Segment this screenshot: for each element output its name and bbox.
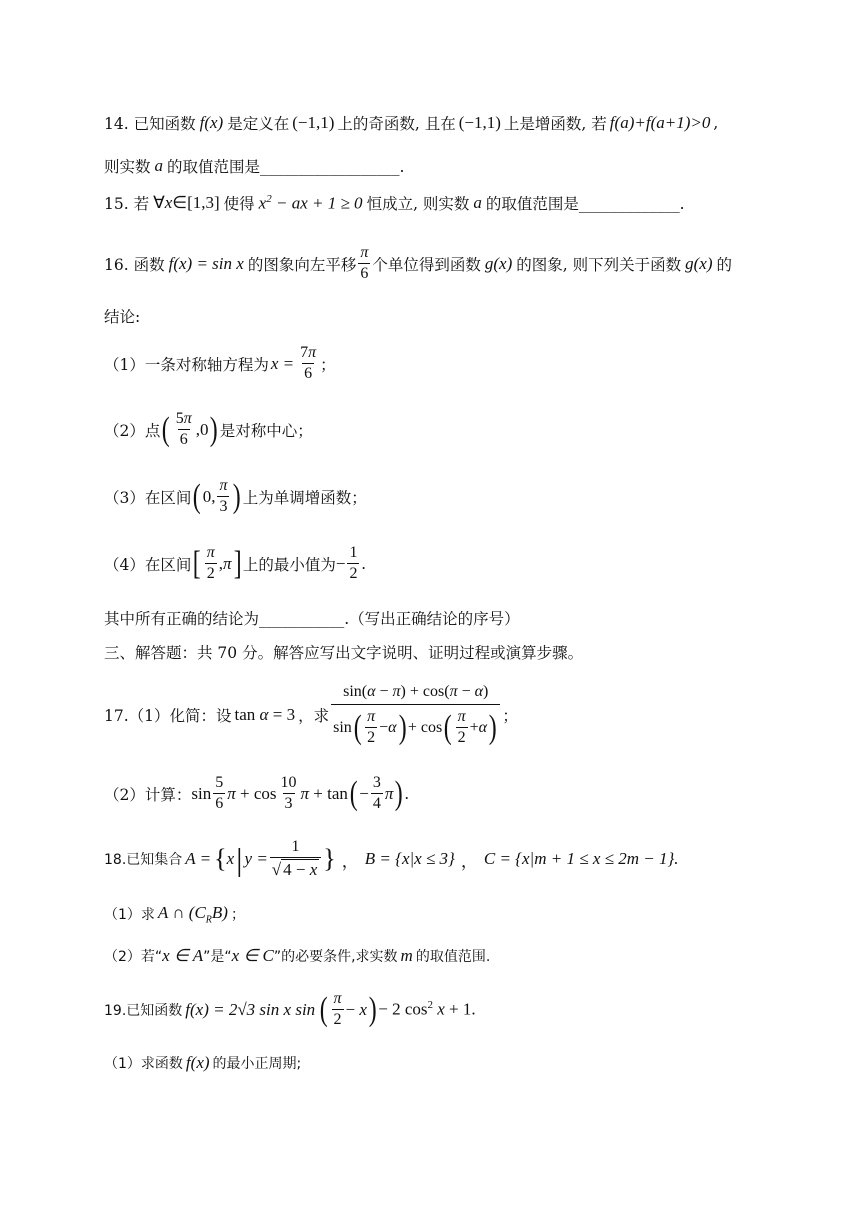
q19-line: 19.已知函数 f(x) = 2√3 sin x sin ( $\frac{\pi}{2}$ − x ) − 2 $\cos^2 x + 1$.	[104, 990, 476, 1028]
q16-c4: （4）在区间 [ $\frac{\pi}{2}$ ,π ] 上的最小值为 − $\frac{1}{2}$ .	[104, 544, 366, 582]
q18-part2: （2）若“ x ∈ A ”是“ x ∈ C ”的必要条件,求实数 m 的取值范围.	[104, 946, 491, 965]
q16-line2: 结论:	[104, 308, 141, 326]
q17-part1: 17.（1）化简：设 tan α = 3 ，求 sin(α − π) + cos(π − α) sin ( $\frac{\pi}{2}$ − α ) + cos ( $\frac{\pi}{2}$ + α ) ；	[104, 683, 518, 746]
q18-part1: （1）求 A ∩ $(C_RB)$ ；	[104, 903, 245, 926]
q18-line: 18.已知集合 A = { x | y = 1 √ 4 − x } ， B = {x|x ≤ 3} ， C = {x|m + 1 ≤ x ≤ 2m − 1}.	[104, 838, 679, 879]
q14-line2: 则实数 a 的取值范围是__________________.	[104, 156, 405, 176]
q15-line: 15. 若 ∀x∈[1,3] 使得 $x^2$ − ax + 1 ≥ 0 恒成立, 则实数 a 的取值范围是_____________.	[104, 192, 685, 213]
q16-c1: （1）一条对称轴方程为 x = $\frac{7\pi}{6}$ ；	[104, 344, 336, 382]
q16-c2: （2）点 ( $\frac{5\pi}{6}$ ,0 ) 是对称中心；	[104, 410, 313, 448]
q17-part2: （2）计算： sin $\frac{5}{6}$ π + cos $\frac{10}{3}$ π + tan ( − $\frac{3}{4}$ π ) .	[104, 774, 409, 812]
q16-c3: （3）在区间 ( 0, $\frac{\pi}{3}$ ) 上为单调增函数；	[104, 477, 367, 515]
q19-part1: （1）求函数 f(x) 的最小正周期;	[104, 1053, 302, 1072]
q14-line1: 14. 已知函数 f(x) 是定义在 (−1,1) 上的奇函数, 且在 (−1,1) 上是增函数, 若 f(a)+f(a+1)>0 ,	[104, 113, 719, 133]
section-3-heading: 三、解答题：共 70 分。解答应写出文字说明、证明过程或演算步骤。	[104, 644, 584, 662]
q16-line1: 16. 函数 f(x) = sin x 的图象向左平移 $\frac{\pi}{6}$ 个单位得到函数 g(x) 的图象, 则下列关于函数 g(x) 的	[104, 244, 733, 282]
q16-answer: 其中所有正确的结论为___________.（写出正确结论的序号）	[104, 610, 520, 628]
fx: f(x)	[199, 113, 224, 132]
